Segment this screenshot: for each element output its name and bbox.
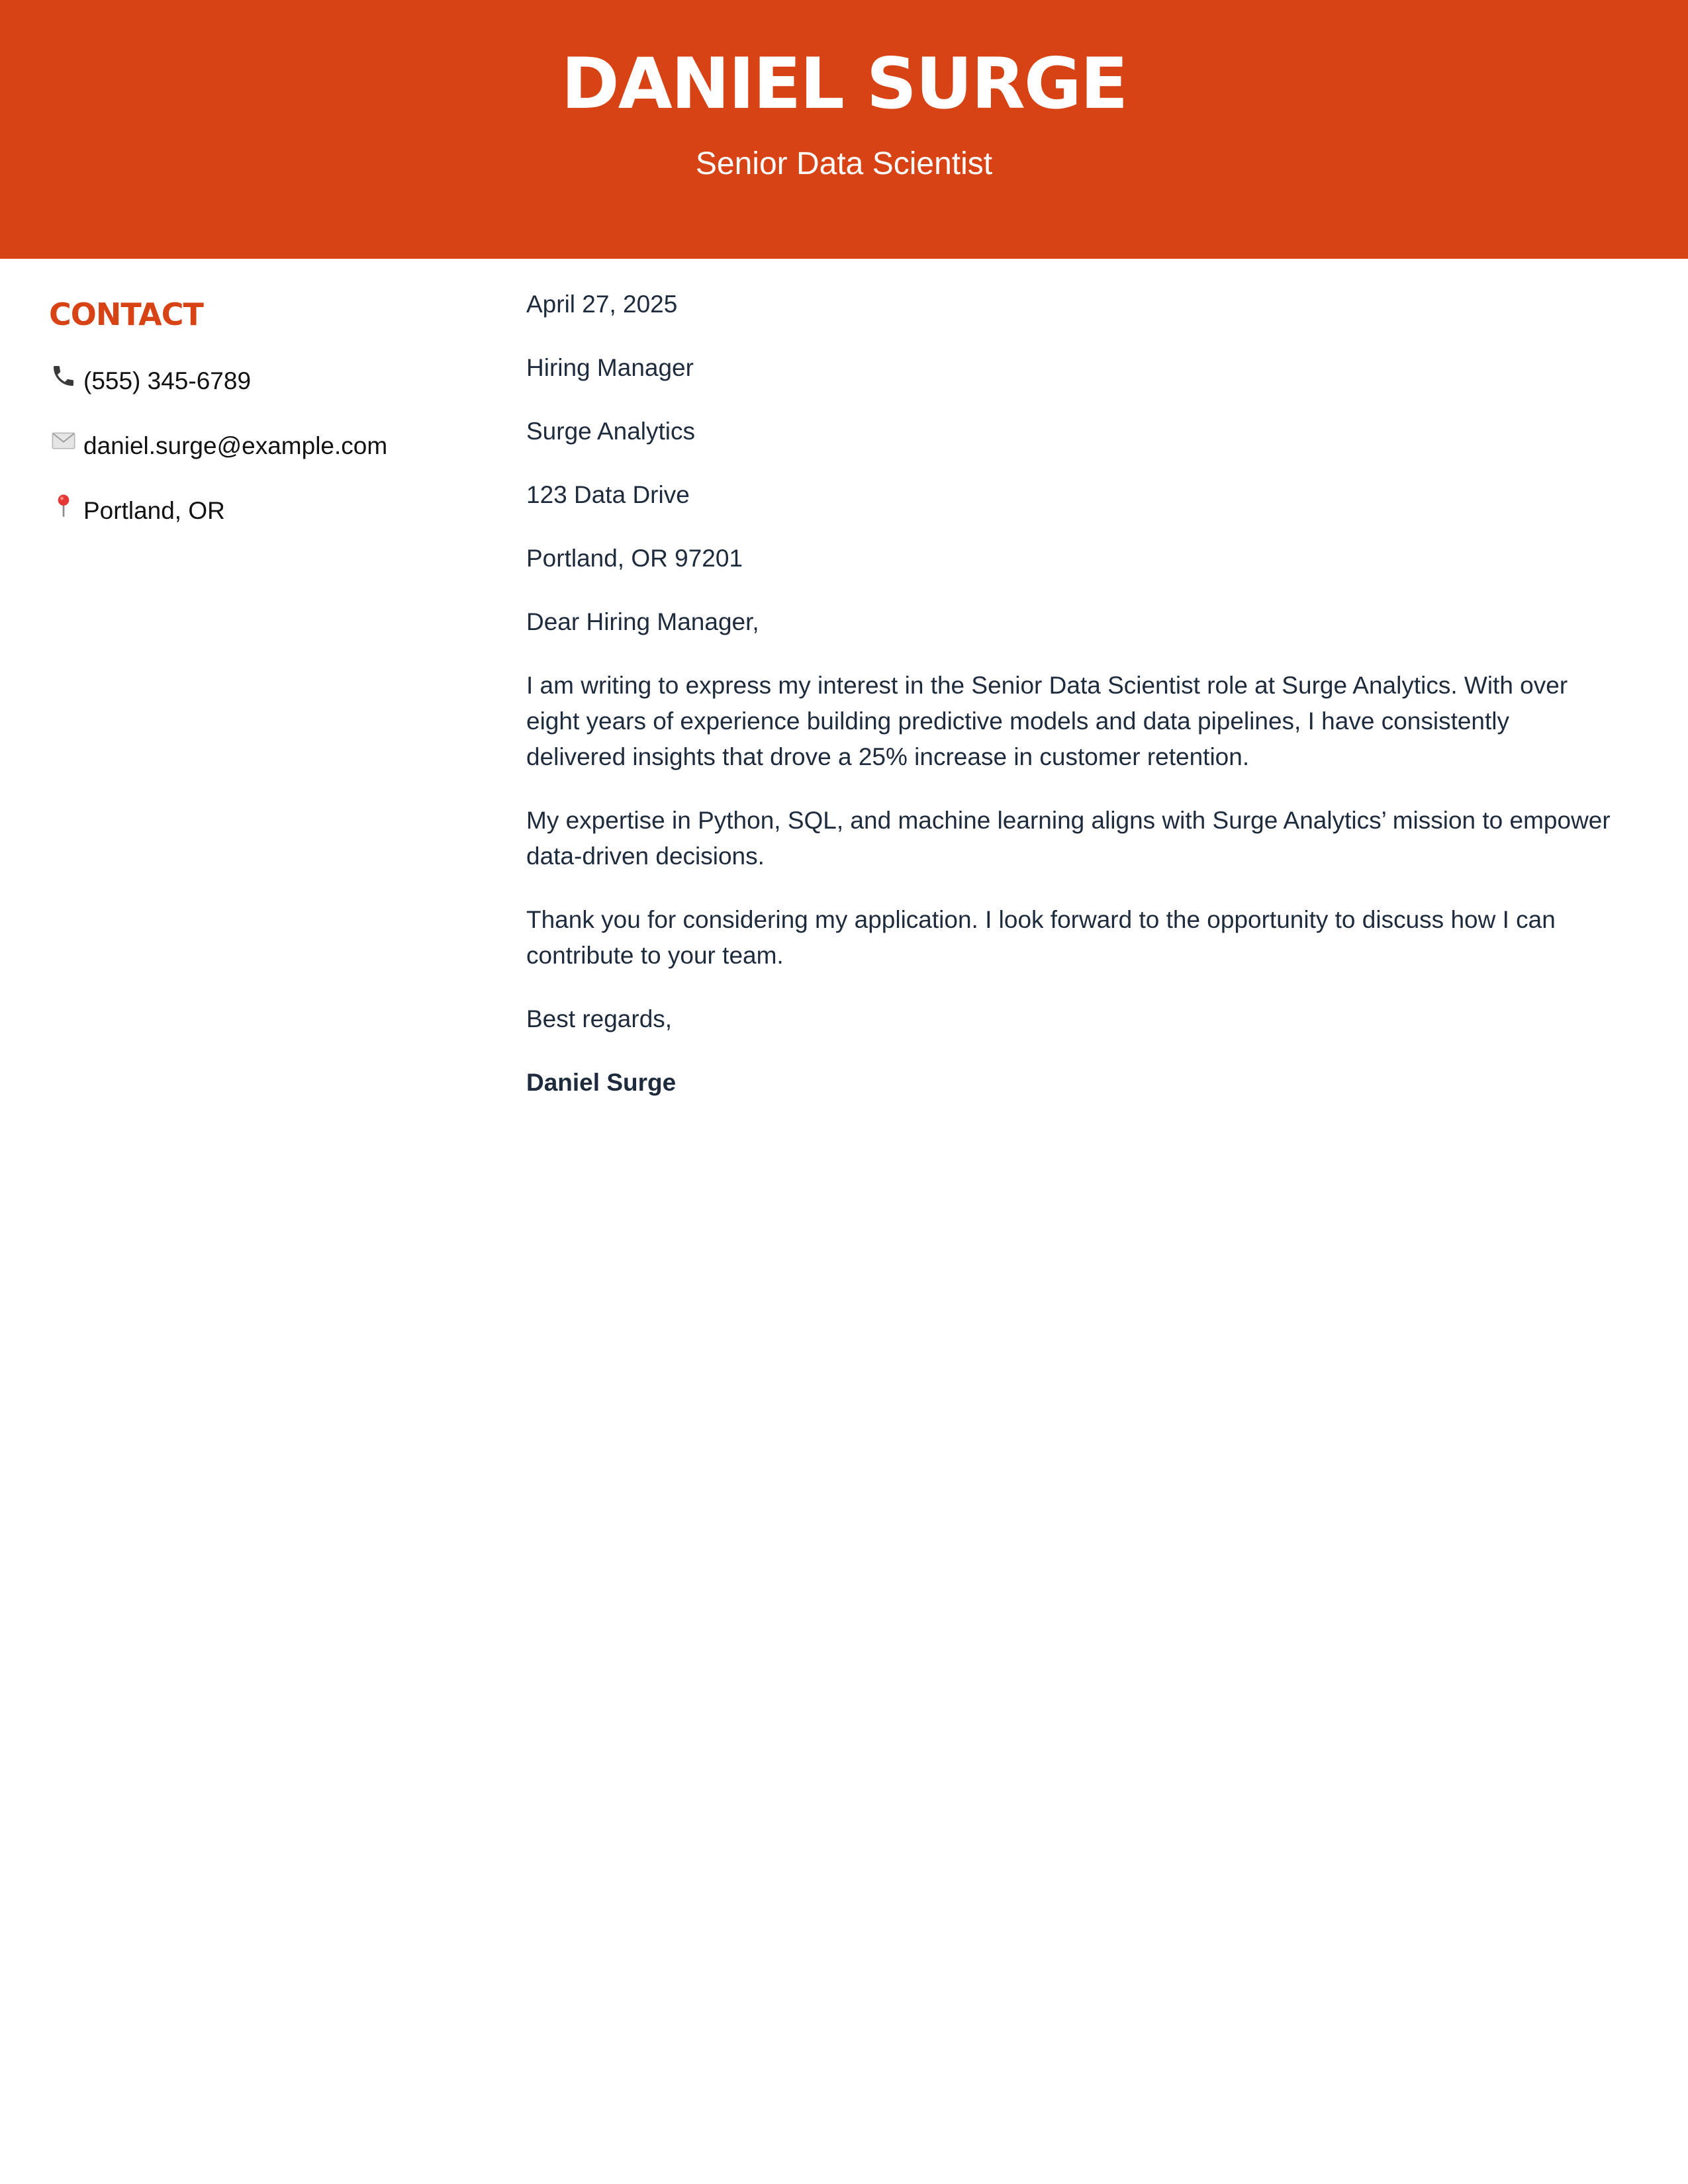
recipient-city: Portland, OR 97201 (526, 545, 743, 572)
letter-date: April 27, 2025 (526, 291, 678, 318)
signature: Daniel Surge (526, 1069, 677, 1096)
contact-email (49, 426, 473, 466)
phone-text[interactable]: (555) 345-6789 (83, 367, 252, 394)
location-text: Portland, OR (83, 497, 225, 524)
contact-sidebar (49, 291, 473, 531)
phone-icon (49, 363, 78, 392)
letter-body (526, 287, 1612, 1128)
envelope-icon (49, 428, 78, 457)
recipient-company: Surge Analytics (526, 418, 696, 445)
header-banner (0, 0, 1688, 259)
candidate-name: DANIEL SURGE (561, 43, 1127, 124)
contact-location (49, 491, 473, 531)
recipient-name: Hiring Manager (526, 354, 694, 381)
contact-phone (49, 361, 473, 401)
candidate-role: Senior Data Scientist (695, 146, 993, 181)
contact-heading: CONTACT (49, 296, 203, 332)
body-paragraph: My expertise in Python, SQL, and machine learning aligns with Surge Analytics’ mission to empower data-driven decisions. (526, 807, 1611, 870)
map-pin-icon (49, 492, 78, 522)
salutation: Dear Hiring Manager, (526, 608, 759, 635)
email-text[interactable]: daniel.surge@example.com (83, 432, 388, 459)
body-paragraph: I am writing to express my interest in the Senior Data Scientist role at Surge Analytics. With over eight years of experience building predictive models and data pipelines, I have consistently delivered insights that drove a 25% increase in customer retention. (526, 672, 1568, 770)
recipient-street: 123 Data Drive (526, 481, 690, 508)
closing: Best regards, (526, 1005, 673, 1032)
body-paragraph: Thank you for considering my application. I look forward to the opportunity to discuss how I can contribute to your team. (526, 906, 1556, 969)
